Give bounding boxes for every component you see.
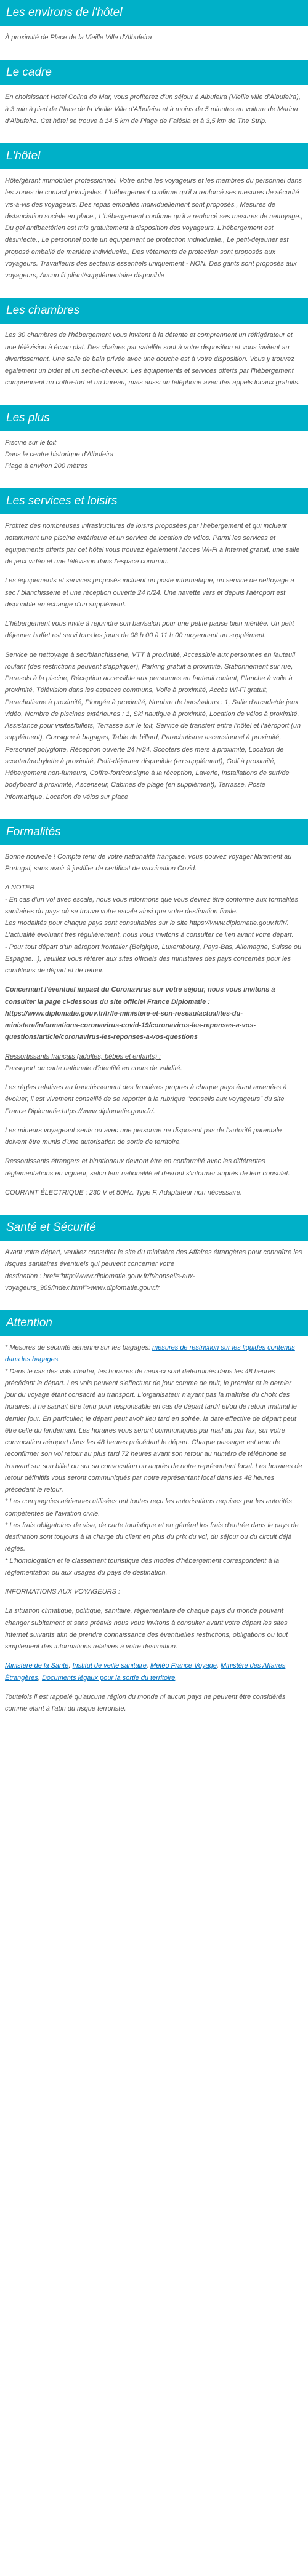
infos-links: Ministère de la Santé, Institut de veille sanitaire, Météo France Voyage, Ministère des Affaires Étrangères, Documents légaux pour la sortie du territoire.	[5, 1662, 286, 1682]
attention-line1-end: .	[58, 1356, 60, 1364]
plus-item: Piscine sur le toit	[5, 439, 57, 447]
environs-text: À proximité de Place de la Vieille Ville d'Albufeira	[5, 34, 152, 41]
section-chambres	[0, 298, 308, 399]
plus-item: Dans le centre historique d'Albufeira	[5, 450, 114, 458]
attention-body: * Dans le cas des vols charter, les horaires de ceux-ci sont déterminés dans les 48 heures précédant le départ. Les vols peuvent s'effectuer de jour comme de nuit, le premier et le dernier jour du voyage étant consacré au transport. L'organisateur n'ayant pas la maîtrise du choix des horaires, il ne saurait être tenu pour responsable en cas de départ tardif et/ou de retour matinal le dernier jour. En particulier, le départ peut avoir lieu tard en soirée, la date effective de départ peut être celle du lendemain. Les horaires vous seront communiqués par mail au par fax, sur votre convocation aéroport dans les 48 heures précédant le départ. Chaque passager est tenu de reconfirmer son vol retour au plus tard 72 heures avant son retour au numéro de téléphone se trouvant sur son billet ou sur sa convocation ou auprès de notre représentant local. Les horaires de retour définitifs vous seront communiqués par notre représentant local dans les 48 heures précédant le retour. * Les compagnies aériennes utilisées ont toutes reçu les autorisations requises par les autorités compétentes de l'aviation civile. * Les frais obligatoires de visa, de carte touristique et en général les frais d'entrée dans le pays de destination sont toujours à la charge du client en plus du prix du vol, du séjour ou du circuit déjà réglés. * L'homologation et le classement touristique des modes d'hébergement correspondent à la réglementation ou aux usages du pays de destination.	[5, 1367, 302, 1576]
section-services	[0, 488, 308, 813]
section-sante	[0, 1215, 308, 1304]
regles-text: Les règles relatives au franchissement des frontières propres à chaque pays étant amenées à évoluer, il est vivement conseillé de se reporter à la rubrique "conseils aux voyageurs" du site France Diplomatie:https://www.diplomatie.gouv.fr/.	[5, 1084, 287, 1115]
section-title-formalites: Formalités	[0, 819, 308, 845]
link-veille-sanitaire[interactable]: Institut de veille sanitaire	[72, 1662, 147, 1670]
etrangers-text: devront être en conformité avec les différentes réglementations en vigueur, selon leur nationalité et devront s'informer auprès de leur consulat.	[5, 1158, 290, 1177]
section-attention	[0, 1310, 308, 1725]
services-paragraph: Les équipements et services proposés incluent un poste informatique, un service de nettoyage à sec / blanchisserie et une réception ouverte 24 h/24. Une navette vers et depuis l'aéroport est disponible en échange d'un supplément.	[5, 577, 294, 608]
section-title-plus: Les plus	[0, 405, 308, 431]
anoter-title: A NOTER	[5, 884, 35, 892]
services-paragraph: L'hébergement vous invite à rejoindre son bar/salon pour une petite pause bien méritée. Un petit déjeuner buffet est servi tous les jours de 08 h 00 à 11 h 00 moyennant un supplément.	[5, 620, 294, 640]
section-title-hotel: L'hôtel	[0, 143, 308, 169]
chambres-text: Les 30 chambres de l'hébergement vous invitent à la détente et comprennent un réfrigérateur et une télévision à écran plat. Des chaînes par satellite sont à votre disposition et vous invitent au divertissement. Une salle de bain privée avec une douche est à votre disposition. Vous y trouvez également un bidet et un sèche-cheveux. Les équipements et services offerts par l'hébergement comprennent un coffre-fort et un bureau, mais aussi un téléphone avec des appels locaux gratuits.	[5, 332, 300, 387]
infos-text: La situation climatique, politique, sanitaire, réglementaire de chaque pays du monde pouvant changer subitement et sans préavis nous vous invitons à consulter avant votre départ les sites Internet suivants afin de prendre connaissance des éventuelles restrictions, obligations ou tout simplement des informations relatives à votre destination.	[5, 1607, 288, 1650]
link-affaires-etrangeres[interactable]: Ministère des Affaires Étrangères	[5, 1662, 286, 1682]
section-formalites	[0, 819, 308, 1209]
section-title-cadre: Le cadre	[0, 60, 308, 85]
attention-line1	[5, 1342, 303, 1366]
attention-line1-text: * Mesures de sécurité aérienne sur les bagages:	[5, 1344, 153, 1351]
link-ministere-sante[interactable]: Ministère de la Santé	[5, 1662, 69, 1670]
section-title-services: Les services et loisirs	[0, 488, 308, 514]
section-title-sante: Santé et Sécurité	[0, 1215, 308, 1241]
link-meteo-france[interactable]: Météo France Voyage	[150, 1662, 217, 1670]
hotel-text: Hôte/gérant immobilier professionnel. Votre entre les voyageurs et les membres du personnel dans les zones de contact principales. L'hébergement confirme qu'il a renforcé ses mesures de sécurité vis-à-vis des voyageurs. Des repas emballés individuellement sont proposés., Mesures de distanciation sociale en place., L'hébergement confirme qu'il a renforcé ses mesures de nettoyage., Du gel antibactérien est mis gratuitement à disposition des voyageurs. L'hébergement est désinfecté., Le personnel porte un équipement de protection individuelle., Le petit-déjeuner est proposé emballé de manière individuelle., Des vêtements de protection sont proposés aux voyageurs. Travailleurs des secteurs essentiels uniquement - NON. Des gants sont proposés aux voyageurs, Aucun lit pliant/supplémentaire disponible	[5, 177, 303, 279]
services-paragraph: Service de nettoyage à sec/blanchisserie, VTT à proximité, Accessible aux personnes en fauteuil roulant (des restrictions peuvent s'appliquer), Parking gratuit à proximité, Stationnement sur rue, Parasols à la piscine, Réception accessible aux personnes en fauteuil roulant, Planche à voile à proximité, Télévision dans les espaces communs, Voile à proximité, Accès Wi-Fi gratuit, Parachutisme à proximité, Plongée à proximité, Nombre de bars/salons : 1, Salle d'arcade/de jeux vidéo, Nombre de piscines extérieures : 1, Ski nautique à proximité, Location de vélos à proximité, Assistance pour visites/billets, Terrasse sur le toit, Service de transfert entre l'hôtel et l'aéroport (un supplément), Consigne à bagages, Table de billard, Parachutisme ascensionnel à proximité, Personnel polyglotte, Réception ouverte 24 h/24, Scooters des mers à proximité, Location de scooter/mobylette à proximité, Petit-déjeuner disponible (en supplément), Golf à proximité, Hébergement non-fumeurs, Coffre-fort/consigne à la réception, Laverie, Installations de surf/de bodyboard à proximité, Ascenseur, Cabines de plage (en supplément), Terrasse, Poste informatique, Location de vélos sur place	[5, 651, 301, 801]
courant-text: COURANT ÉLECTRIQUE : 230 V et 50Hz. Type F. Adaptateur non nécessaire.	[5, 1188, 242, 1196]
coronavirus-notice: Concernant l'éventuel impact du Coronavirus sur votre séjour, nous vous invitons à consulter la page ci-dessous du site officiel France Diplomatie : https://www.diplomatie.gouv.fr/fr/le-ministere-et-son-reseau/actualites-du-ministere/informations-coronavirus-covid-19/coronavirus-les-reponses-a-vos-questions/article/coronavirus-les-reponses-a-vos-questions	[5, 986, 275, 1041]
final-text: Toutefois il est rappelé qu'aucune région du monde ni aucun pays ne peuvent être considérés comme étant à l'abri du risque terroriste.	[5, 1693, 286, 1712]
link-documents-legaux[interactable]: Documents légaux pour la sortie du territoire	[41, 1674, 176, 1682]
section-title-chambres: Les chambres	[0, 298, 308, 324]
section-environs	[0, 0, 308, 54]
services-paragraph: Profitez des nombreuses infrastructures de loisirs proposées par l'hébergement et qui incluent notamment une piscine extérieure et un service de location de vélos. Parmi les services et équipements offerts par cet hôtel vous trouvez également l'accès Wi-Fi à Internet gratuit, une salle de jeux vidéo et une télévision dans l'espace commun.	[5, 522, 300, 565]
section-cadre	[0, 60, 308, 137]
liquides-restriction-link[interactable]: mesures de restriction sur les liquides contenus dans les bagages	[5, 1344, 295, 1364]
mineurs-text: Les mineurs voyageant seuls ou avec une personne ne disposant pas de l'autorité parentale doivent être munis d'une autorisation de sortie de territoire.	[5, 1126, 282, 1146]
plus-item: Plage à environ 200 mètres	[5, 463, 88, 470]
sante-text: Avant votre départ, veuillez consulter le site du ministère des Affaires étrangères pour connaître les risques sanitaires éventuels qui peuvent concerner votre destination : href="http://www.diplomatie.gouv.fr/fr/conseils-aux-voyageurs_909/index.html">www.diplomatie.gouv.fr	[5, 1249, 302, 1292]
etrangers-title: Ressortissants étrangers et binationaux	[5, 1158, 124, 1166]
formalites-intro: Bonne nouvelle ! Compte tenu de votre nationalité française, vous pouvez voyager librement au Portugal, sans avoir à justifier de certificat de vaccination Covid.	[5, 853, 292, 872]
plus-list	[5, 437, 303, 473]
etrangers-block	[5, 1156, 303, 1180]
cadre-text: En choisissant Hotel Colina do Mar, vous profiterez d'un séjour à Albufeira (Vieille ville d'Albufeira), à 3 min à pied de Place de la Vieille Ville d'Albufeira et à moins de 5 minutes en voiture de Marina d'Albufeira. Cet hôtel se trouve à 14,5 km de Plage de Falésia et à 3,5 km de The Strip.	[5, 93, 301, 125]
section-title-environs: Les environs de l'hôtel	[0, 0, 308, 26]
section-title-attention: Attention	[0, 1310, 308, 1336]
section-plus	[0, 405, 308, 483]
ressortissants-text: Passeport ou carte nationale d'identité en cours de validité.	[5, 1064, 182, 1072]
ressortissants-title: Ressortissants français (adultes, bébés et enfants) :	[5, 1052, 161, 1060]
section-hotel	[0, 143, 308, 292]
ressortissants-block	[5, 1051, 303, 1075]
infos-title: INFORMATIONS AUX VOYAGEURS :	[5, 1588, 121, 1596]
anoter-text: - En cas d'un vol avec escale, nous vous informons que vous devrez être conforme aux formalités sanitaires du pays où se trouve votre escale ainsi que votre destination finale. Les modalités pour chaque pays sont consultables sur le site https://www.diplomatie.gouv.fr/fr/. L'actualité évoluant très régulièrement, nous vous invitons à consulter ce lien avant votre départ. - Pour tout départ d'un aéroport frontalier (Belgique, Luxembourg, Pays-Bas, Allemagne, Suisse ou Espagne...), veuillez vous référer aux sites officiels des ministères des pays concernés pour les conditions de départ et de retour.	[5, 896, 302, 974]
